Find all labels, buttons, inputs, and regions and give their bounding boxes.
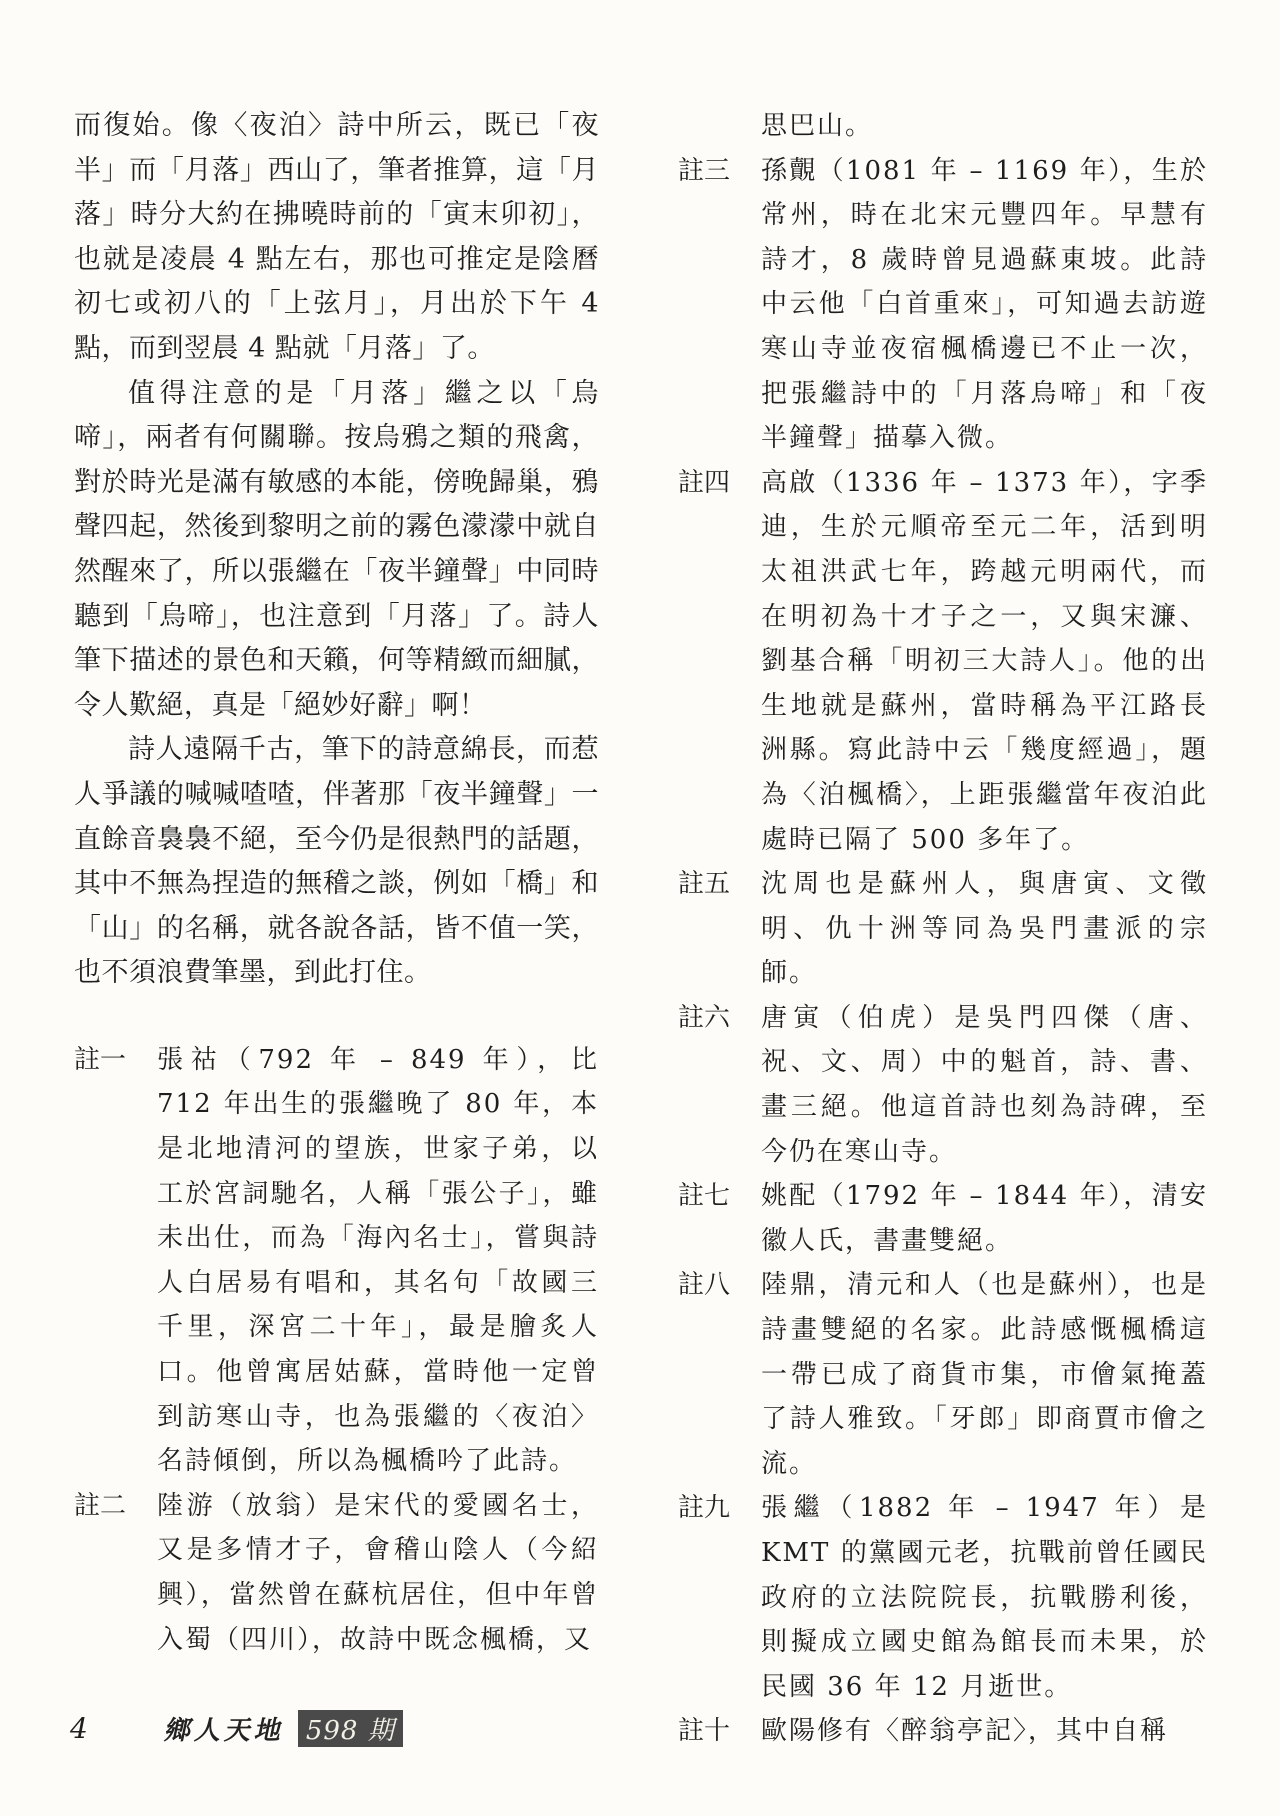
note-text: 陸游（放翁）是宋代的愛國名士，又是多情才子，會稽山陰人（今紹興），當然曾在蘇杭居住，但中年曾入蜀（四川），故詩中既念楓橋，又 bbox=[157, 1490, 599, 1655]
magazine-logo: 鄉人天地 bbox=[162, 1715, 289, 1746]
note-1 bbox=[74, 1038, 599, 1484]
note-label: 註二 bbox=[74, 1490, 127, 1521]
note-text: 歐陽修有〈醉翁亭記〉，其中自稱 bbox=[761, 1716, 1169, 1747]
note-text: 孫覿（1081 年 – 1169 年），生於常州，時在北宋元豐四年。早慧有詩才，8 歲時曾見過蘇東坡。此詩中云他「白首重來」，可知過去訪遊寒山寺並夜宿楓橋邊已不止一次，把張繼詩中的「月落烏啼」和「夜半鐘聲」描摹入微。 bbox=[761, 155, 1208, 454]
left-column bbox=[74, 104, 599, 1662]
note-2 bbox=[74, 1484, 599, 1662]
right-column bbox=[678, 104, 1208, 1754]
note-text: 陸鼎，清元和人（也是蘇州），也是詩畫雙絕的名家。此詩感慨楓橋這一帶已成了商貨市集，市儈氣掩蓋了詩人雅致。「牙郎」即商賈市儈之流。 bbox=[761, 1270, 1208, 1479]
body-paragraph-2: 值得注意的是「月落」繼之以「烏啼」，兩者有何關聯。按烏鴉之類的飛禽，對於時光是滿有敏感的本能，傍晚歸巢，鴉聲四起，然後到黎明之前的霧色濛濛中就自然醒來了，所以張繼在「夜半鐘聲」中同時聽到「烏啼」，也注意到「月落」了。詩人筆下描述的景色和天籟，何等精緻而細膩，令人歎絕，真是「絕妙好辭」啊！ bbox=[74, 377, 599, 721]
body-paragraph-1: 而復始。像〈夜泊〉詩中所云，既已「夜半」而「月落」西山了，筆者推算，這「月落」時分大約在拂曉時前的「寅末卯初」，也就是凌晨 4 點左右，那也可推定是陰曆初七或初八的「上弦月」，月出於下午 4 點，而到翌晨 4 點就「月落」了。 bbox=[74, 110, 599, 364]
note-text: 沈周也是蘇州人，與唐寅、文徵明、仇十洲等同為吳門畫派的宗師。 bbox=[761, 869, 1208, 989]
note-label: 註五 bbox=[678, 869, 731, 900]
note-label: 註八 bbox=[678, 1270, 731, 1301]
page-footer bbox=[70, 1708, 403, 1748]
note-text: 張祜（792 年 – 849 年），比 712 年出生的張繼晚了 80 年，本是北地清河的望族，世家子弟，以工於宮詞馳名，人稱「張公子」，雖未出仕，而為「海內名士」，嘗與詩人白居易有唱和，其名句「故國三千里，深宮二十年」，最是膾炙人口。他曾寓居姑蘇，當時他一定曾到訪寒山寺，也為張繼的〈夜泊〉名詩傾倒，所以為楓橋吟了此詩。 bbox=[157, 1044, 599, 1477]
note-9 bbox=[678, 1486, 1208, 1709]
note-text: 高啟（1336 年 – 1373 年），字季迪，生於元順帝至元二年，活到明太祖洪武七年，跨越元明兩代，而在明初為十才子之一，又與宋濂、劉基合稱「明初三大詩人」。他的出生地就是蘇州，當時稱為平江路長洲縣。寫此詩中云「幾度經過」，題為〈泊楓橋〉，上距張繼當年夜泊此處時已隔了 500 多年了。 bbox=[761, 467, 1208, 855]
note-label: 註七 bbox=[678, 1181, 731, 1212]
note-3 bbox=[678, 149, 1208, 461]
note-10 bbox=[678, 1709, 1208, 1754]
note-label: 註九 bbox=[678, 1493, 731, 1524]
note-label: 註十 bbox=[678, 1716, 731, 1747]
note-text: 姚配（1792 年 – 1844 年），清安徽人氏，書畫雙絕。 bbox=[761, 1181, 1208, 1256]
note-text: 唐寅（伯虎）是吳門四傑（唐、祝、文、周）中的魁首，詩、書、畫三絕。他這首詩也刻為詩碑，至今仍在寒山寺。 bbox=[761, 1002, 1208, 1167]
issue-badge: 598 期 bbox=[298, 1710, 403, 1747]
page-number: 4 bbox=[70, 1711, 88, 1745]
note-label: 註六 bbox=[678, 1002, 731, 1033]
notes-left bbox=[74, 1038, 599, 1662]
note-label: 註四 bbox=[678, 467, 731, 498]
note-label: 註三 bbox=[678, 155, 731, 186]
note-6 bbox=[678, 996, 1208, 1174]
note-2-continuation: 思巴山。 bbox=[761, 111, 874, 141]
note-label: 註一 bbox=[74, 1044, 127, 1075]
note-5 bbox=[678, 862, 1208, 996]
note-8 bbox=[678, 1263, 1208, 1486]
note-text: 張繼（1882 年 – 1947 年）是 KMT 的黨國元老，抗戰前曾任國民政府的立法院院長，抗戰勝利後，則擬成立國史館為館長而未果，於民國 36 年 12 月逝世。 bbox=[761, 1493, 1208, 1702]
note-7 bbox=[678, 1174, 1208, 1263]
body-paragraph-3: 詩人遠隔千古，筆下的詩意綿長，而惹人爭議的喊喊喳喳，伴著那「夜半鐘聲」一直餘音裊裊不絕，至今仍是很熱門的話題，其中不無為捏造的無稽之談，例如「橋」和「山」的名稱，就各說各話，皆不值一笑，也不須浪費筆墨，到此打住。 bbox=[74, 734, 599, 989]
note-4 bbox=[678, 461, 1208, 862]
